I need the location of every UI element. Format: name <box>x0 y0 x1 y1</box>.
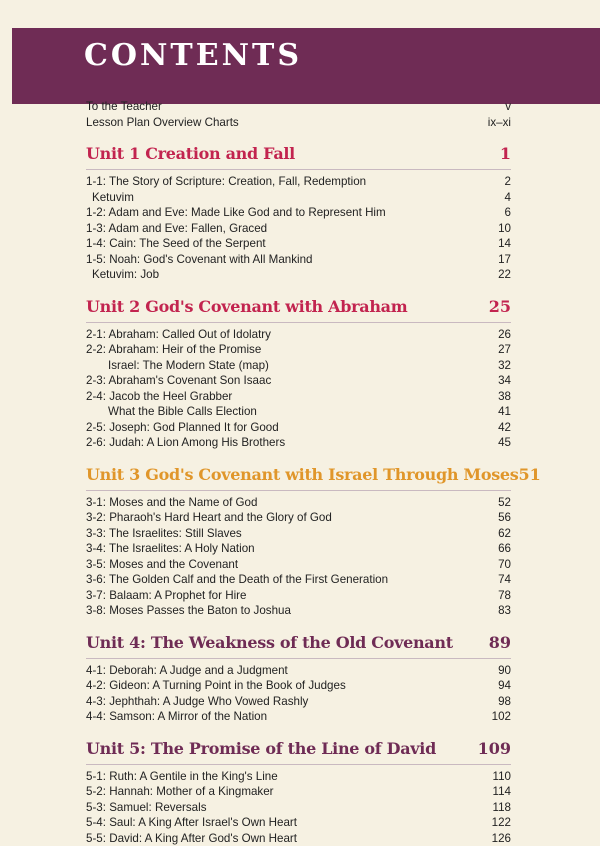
toc-entry-label: 1-1: The Story of Scripture: Creation, Fall, Redemption <box>86 174 366 190</box>
toc-entry[interactable] <box>86 784 511 800</box>
toc-entry-label: To the Teacher <box>86 99 162 115</box>
toc-entry-page: 6 <box>505 205 511 221</box>
toc-entry-label: 1-3: Adam and Eve: Fallen, Graced <box>86 221 267 237</box>
toc-entry-page: 42 <box>498 420 511 436</box>
toc-entry[interactable] <box>86 252 511 268</box>
front-matter <box>86 99 511 130</box>
toc-entry-label: Ketuvim <box>86 190 134 206</box>
toc-entry-label: 3-6: The Golden Calf and the Death of the First Generation <box>86 572 388 588</box>
toc-entry-page: 27 <box>498 342 511 358</box>
toc-entry[interactable] <box>86 769 511 785</box>
toc-entry[interactable] <box>86 404 511 420</box>
toc-entry-label: 2-3: Abraham's Covenant Son Isaac <box>86 373 271 389</box>
toc-entry-page: 52 <box>498 495 511 511</box>
toc-entry-page: 94 <box>498 678 511 694</box>
toc-entry[interactable] <box>86 174 511 190</box>
toc-entry-page: 102 <box>492 709 511 725</box>
toc-entry-page: 10 <box>498 221 511 237</box>
toc-entry[interactable] <box>86 678 511 694</box>
unit-heading[interactable] <box>86 297 511 317</box>
unit-page: 89 <box>489 633 511 653</box>
toc-entry[interactable] <box>86 99 511 115</box>
unit-page: 51 <box>519 465 541 485</box>
toc-entry-page: 22 <box>498 267 511 283</box>
toc-entry-page: 32 <box>498 358 511 374</box>
toc-entry-label: 4-4: Samson: A Mirror of the Nation <box>86 709 267 725</box>
toc-entry[interactable] <box>86 495 511 511</box>
toc-entry[interactable] <box>86 541 511 557</box>
toc-entry[interactable] <box>86 526 511 542</box>
toc-entry[interactable] <box>86 510 511 526</box>
toc-entry-page: v <box>505 99 511 115</box>
toc-entry[interactable] <box>86 327 511 343</box>
toc-entry-page: 83 <box>498 603 511 619</box>
unit-title: Unit 4: The Weakness of the Old Covenant <box>86 633 453 653</box>
toc-entry-page: 114 <box>493 784 511 800</box>
toc-entry-page: 17 <box>498 252 511 268</box>
unit-page: 109 <box>478 739 511 759</box>
toc-entry-page: 118 <box>493 800 511 816</box>
toc-entry[interactable] <box>86 115 511 131</box>
toc-entry-page: 45 <box>498 435 511 451</box>
toc-entry-page: 110 <box>493 769 511 785</box>
toc-entry-label: 3-3: The Israelites: Still Slaves <box>86 526 242 542</box>
toc-entry-label: 3-4: The Israelites: A Holy Nation <box>86 541 255 557</box>
toc-entry-label: 4-2: Gideon: A Turning Point in the Book of Judges <box>86 678 346 694</box>
toc-entry-page: 126 <box>492 831 511 846</box>
toc-entry-label: 1-2: Adam and Eve: Made Like God and to Represent Him <box>86 205 386 221</box>
toc-entry[interactable] <box>86 358 511 374</box>
toc-entry-label: 2-1: Abraham: Called Out of Idolatry <box>86 327 271 343</box>
toc-entry-label: 3-5: Moses and the Covenant <box>86 557 238 573</box>
toc-entry[interactable] <box>86 694 511 710</box>
table-of-contents <box>86 99 511 846</box>
toc-entry-label: Israel: The Modern State (map) <box>86 358 269 374</box>
toc-entry[interactable] <box>86 389 511 405</box>
unit-divider <box>86 490 511 491</box>
toc-entry[interactable] <box>86 435 511 451</box>
unit-heading[interactable] <box>86 739 511 759</box>
toc-entry-page: 66 <box>498 541 511 557</box>
unit-divider <box>86 764 511 765</box>
toc-entry-page: 98 <box>498 694 511 710</box>
toc-entry-label: 4-3: Jephthah: A Judge Who Vowed Rashly <box>86 694 308 710</box>
toc-entry-label: 3-1: Moses and the Name of God <box>86 495 257 511</box>
unit-heading[interactable] <box>86 633 511 653</box>
unit-title: Unit 5: The Promise of the Line of David <box>86 739 436 759</box>
unit-divider <box>86 322 511 323</box>
unit-heading[interactable] <box>86 465 511 485</box>
toc-entry-page: 74 <box>498 572 511 588</box>
toc-entry[interactable] <box>86 342 511 358</box>
toc-entry-page: 34 <box>498 373 511 389</box>
toc-entry[interactable] <box>86 557 511 573</box>
toc-entry-page: 78 <box>498 588 511 604</box>
toc-entry-page: 90 <box>498 663 511 679</box>
toc-entry-label: Lesson Plan Overview Charts <box>86 115 239 131</box>
unit-title: Unit 3 God's Covenant with Israel Through Moses <box>86 465 519 485</box>
units-list <box>86 144 511 846</box>
toc-entry-page: 122 <box>492 815 511 831</box>
toc-entry-page: 41 <box>498 404 511 420</box>
toc-entry[interactable] <box>86 815 511 831</box>
unit-divider <box>86 169 511 170</box>
toc-entry-page: ix–xi <box>488 115 511 131</box>
toc-entry-label: Ketuvim: Job <box>86 267 159 283</box>
toc-entry[interactable] <box>86 831 511 846</box>
toc-entry-page: 14 <box>498 236 511 252</box>
toc-entry-page: 56 <box>498 510 511 526</box>
toc-entry-label: 5-1: Ruth: A Gentile in the King's Line <box>86 769 278 785</box>
toc-entry[interactable] <box>86 588 511 604</box>
page-title: CONTENTS <box>84 38 302 73</box>
toc-entry-page: 26 <box>498 327 511 343</box>
toc-entry[interactable] <box>86 267 511 283</box>
unit-page: 1 <box>500 144 511 164</box>
toc-entry-label: 4-1: Deborah: A Judge and a Judgment <box>86 663 288 679</box>
toc-entry-page: 70 <box>498 557 511 573</box>
toc-entry-label: 5-4: Saul: A King After Israel's Own Heart <box>86 815 297 831</box>
toc-entry-label: 2-5: Joseph: God Planned It for Good <box>86 420 279 436</box>
toc-entry[interactable] <box>86 236 511 252</box>
toc-entry-label: 2-4: Jacob the Heel Grabber <box>86 389 232 405</box>
toc-entry-label: What the Bible Calls Election <box>86 404 257 420</box>
toc-entry-page: 4 <box>505 190 511 206</box>
toc-entry-page: 62 <box>498 526 511 542</box>
toc-entry-label: 3-8: Moses Passes the Baton to Joshua <box>86 603 291 619</box>
toc-entry[interactable] <box>86 800 511 816</box>
toc-entry[interactable] <box>86 603 511 619</box>
toc-entry[interactable] <box>86 420 511 436</box>
unit-heading[interactable] <box>86 144 511 164</box>
toc-entry[interactable] <box>86 373 511 389</box>
toc-entry-label: 1-5: Noah: God's Covenant with All Mankind <box>86 252 312 268</box>
toc-entry-label: 5-2: Hannah: Mother of a Kingmaker <box>86 784 274 800</box>
toc-entry[interactable] <box>86 709 511 725</box>
toc-entry[interactable] <box>86 572 511 588</box>
toc-entry[interactable] <box>86 190 511 206</box>
toc-entry-label: 5-3: Samuel: Reversals <box>86 800 207 816</box>
unit-title: Unit 2 God's Covenant with Abraham <box>86 297 407 317</box>
unit-divider <box>86 658 511 659</box>
toc-entry-label: 3-7: Balaam: A Prophet for Hire <box>86 588 246 604</box>
unit-page: 25 <box>489 297 511 317</box>
toc-entry-label: 1-4: Cain: The Seed of the Serpent <box>86 236 266 252</box>
toc-entry[interactable] <box>86 663 511 679</box>
unit-title: Unit 1 Creation and Fall <box>86 144 295 164</box>
toc-entry-label: 2-6: Judah: A Lion Among His Brothers <box>86 435 285 451</box>
toc-entry-page: 2 <box>505 174 511 190</box>
toc-entry-label: 2-2: Abraham: Heir of the Promise <box>86 342 261 358</box>
toc-entry-label: 3-2: Pharaoh's Hard Heart and the Glory of God <box>86 510 332 526</box>
toc-entry-page: 38 <box>498 389 511 405</box>
toc-entry-label: 5-5: David: A King After God's Own Heart <box>86 831 297 846</box>
toc-entry[interactable] <box>86 205 511 221</box>
toc-entry[interactable] <box>86 221 511 237</box>
